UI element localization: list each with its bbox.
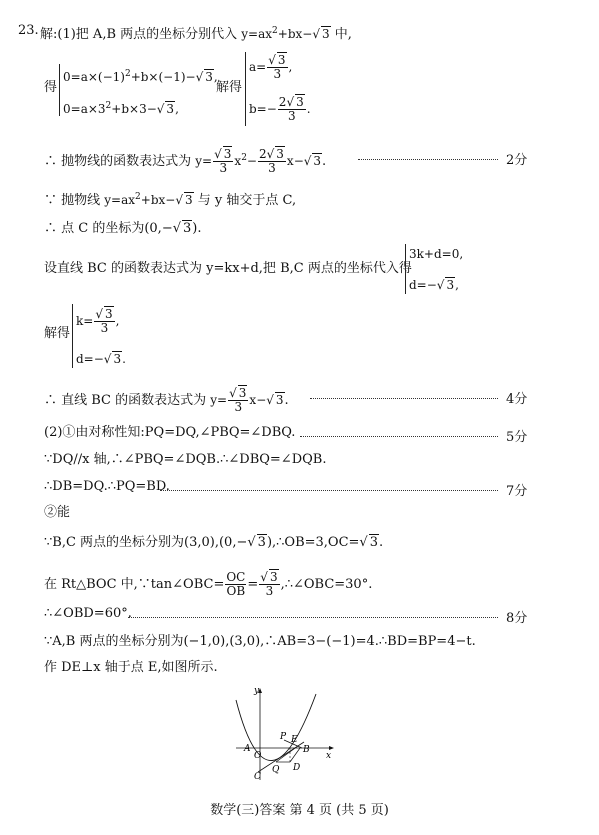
page-footer: 数学(三)答案 第 4 页 (共 5 页) xyxy=(210,803,389,818)
sol2-k: k= $\frac{√ 3}{3}$ , xyxy=(76,307,120,335)
leader-dots xyxy=(300,435,498,437)
intro-line: 解:(1)把 A,B 两点的坐标分别代入 $y=ax^2+bx-√$ 3 中, xyxy=(40,26,352,42)
label-p: P xyxy=(280,732,287,742)
label-e: E xyxy=(291,735,298,745)
sol1-brace xyxy=(245,52,246,126)
sys1-eq2: $0=a\times 3^2+b\times 3-√$ 3, xyxy=(63,101,179,116)
score-5: 5分 xyxy=(506,430,528,445)
segment-pq xyxy=(276,746,298,762)
leader-dots xyxy=(358,158,498,160)
question-number: 23. xyxy=(18,23,39,38)
sol1-a: a= $\frac{√ 3}{3}$ , xyxy=(249,53,293,81)
label-q: Q xyxy=(272,765,280,775)
sol2-brace xyxy=(72,304,73,368)
sol2-label: 解得 xyxy=(44,326,71,341)
label-c: C xyxy=(254,772,261,782)
sys1-eq1: $0=a\times(-1)^2+b\times(-1)-√$ 3, xyxy=(63,69,218,84)
sys2-brace xyxy=(405,244,406,294)
score-2: 2分 xyxy=(506,153,528,168)
leader-dots xyxy=(160,489,498,491)
label-d: D xyxy=(293,763,301,773)
label-b: B xyxy=(303,745,310,755)
score-8: 8分 xyxy=(506,611,528,626)
sys1-brace xyxy=(59,64,60,116)
score-7: 7分 xyxy=(506,484,528,499)
sys1-label: 得 xyxy=(44,80,58,95)
db-eq-line: ∴DB=DQ.∴PQ=BD. xyxy=(44,479,170,494)
point-c-line: ∴ 点 C 的坐标为(0,−√ 3). xyxy=(44,221,202,236)
leader-dots xyxy=(310,397,498,399)
dq-parallel-line: ∵DQ//x 轴,∴∠PBQ=∠DQB.∴∠DBQ=∠DQB. xyxy=(44,452,327,467)
label-a: A xyxy=(244,744,251,754)
tan-line: 在 Rt△BOC 中,∵tan∠OBC= $\frac{OC}{OB}$ = $\frac{√ 3}{3}$ ,∴∠OBC=30°. xyxy=(44,570,373,598)
bc-coords-line: ∵B,C 两点的坐标分别为(3,0),(0,−√ 3),∴OB=3,OC=√ 3. xyxy=(44,535,384,550)
score-4: 4分 xyxy=(506,392,528,407)
set-bc-line: 设直线 BC 的函数表达式为 y=kx+d,把 B,C 两点的坐标代入得 xyxy=(44,261,412,276)
sys2-eq1: 3k+d=0, xyxy=(409,247,464,261)
line-bc-expression: ∴ 直线 BC 的函数表达式为 y= $\frac{√ 3}{3}$ x−√ 3. xyxy=(44,386,289,414)
ab-coords-line: ∵A,B 两点的坐标分别为(−1,0),(3,0),∴AB=3−(−1)=4.∴BD=BP=4−t. xyxy=(44,634,476,649)
label-y: y xyxy=(254,686,260,696)
part2-step2: ②能 xyxy=(44,505,71,520)
leader-dots xyxy=(128,616,498,618)
x-arrow xyxy=(329,746,334,750)
label-o: O xyxy=(254,751,262,761)
c-intersect-line: ∵ 抛物线 $y=ax^2+bx-√$ 3 与 y 轴交于点 C, xyxy=(44,192,297,208)
parabola-expression: ∴ 抛物线的函数表达式为 y= $\frac{√ 3}{3}$ $x^2-$ $\frac{2√ 3}{3}$ x−√ 3. xyxy=(44,147,327,175)
draw-de-line: 作 DE⊥x 轴于点 E,如图所示. xyxy=(44,660,218,675)
angle-obd-line: ∴∠OBD=60°. xyxy=(44,606,132,621)
sys2-eq2: d=−√ 3, xyxy=(409,278,459,292)
part2-step1: (2)①由对称性知:PQ=DQ,∠PBQ=∠DBQ. xyxy=(44,425,296,440)
parabola-figure xyxy=(228,684,338,782)
sol1-b: b=− $\frac{2√ 3}{3}$ . xyxy=(249,95,311,123)
sol1-label: 解得 xyxy=(216,80,243,95)
sol2-d: d=−√ 3. xyxy=(76,352,126,366)
label-x: x xyxy=(326,751,332,761)
